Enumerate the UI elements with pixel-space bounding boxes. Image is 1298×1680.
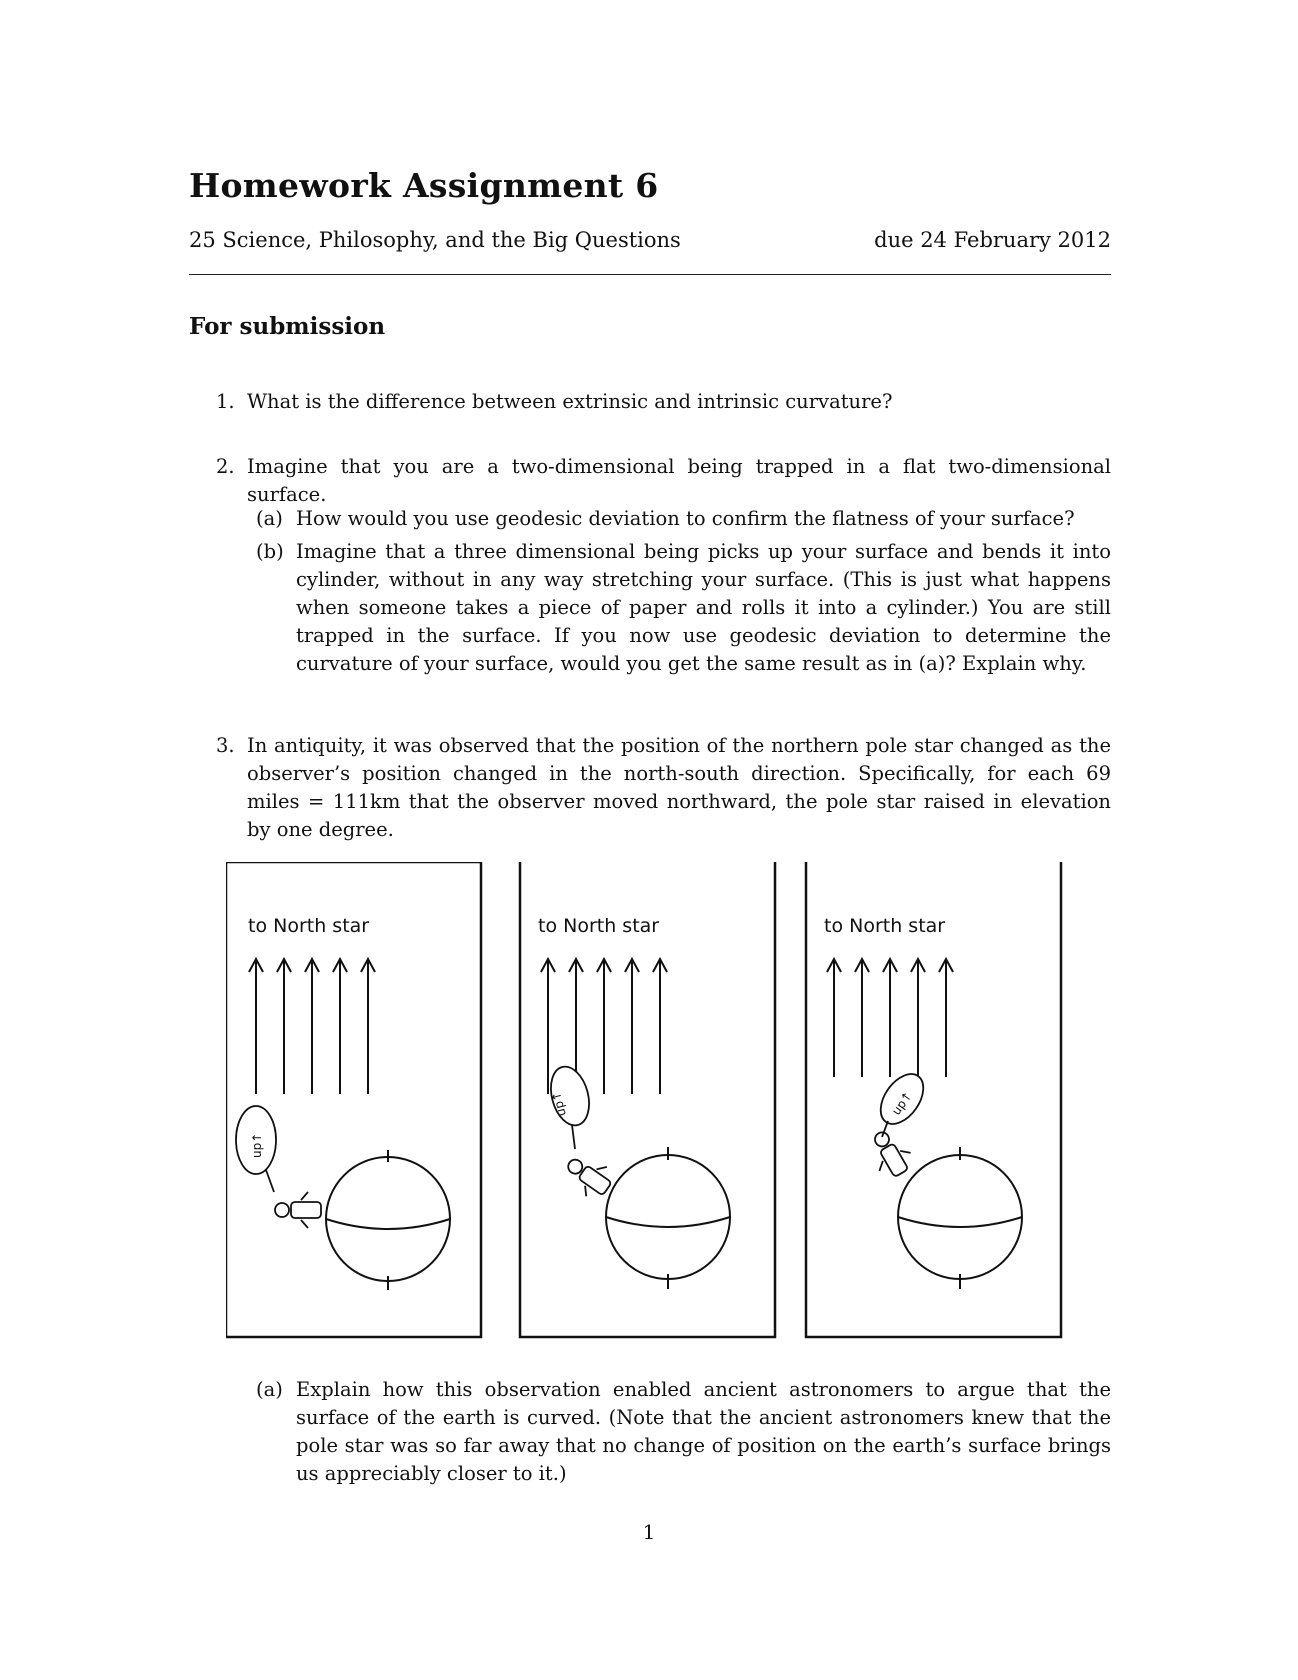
speech-bubble: [236, 1106, 276, 1192]
figure-panel-3: [806, 862, 1061, 1337]
question-2a-text: How would you use geodesic deviation to confirm the flatness of your surface?: [296, 507, 1075, 530]
observer-figure: [559, 1148, 617, 1204]
panel-2-caption: to North star: [538, 915, 660, 937]
question-1-number: 1.: [216, 390, 235, 413]
question-2a-label: (a): [256, 507, 283, 530]
question-2-number: 2.: [216, 455, 235, 478]
course-name: 25 Science, Philosophy, and the Big Questions: [189, 228, 681, 252]
question-2-text: Imagine that you are a two-dimensional being trapped in a flat two-dimensional surface.: [247, 455, 1111, 506]
due-date: due 24 February 2012: [874, 228, 1111, 252]
question-3-number: 3.: [216, 734, 235, 757]
observer-figure: [275, 1192, 321, 1228]
earth-globe: [326, 1150, 450, 1290]
earth-globe: [898, 1147, 1022, 1289]
speech-bubble: [872, 1066, 932, 1137]
north-star-arrows: [249, 959, 375, 1094]
speech-bubble-text: up↑: [888, 1088, 915, 1118]
question-2b-text: Imagine that a three dimensional being picks up your surface and bends it into cylinder, without in any way stretching your surface. (This is just what happens when someone takes a piece of paper and rolls it into a cylinder.) You are still trapped in the surface. If you now use geodesic deviation to determine the curvature of your surface, would you get the same result as in (a)? Explain why.: [296, 540, 1111, 675]
speech-bubble-text: up↑: [250, 1132, 264, 1158]
header-rule: [189, 274, 1111, 275]
question-3a-label: (a): [256, 1378, 283, 1401]
question-3a-text: Explain how this observation enabled ancient astronomers to argue that the surface of the earth is curved. (Note that the ancient astronomers knew that the pole star was so far away that no change of position on the earth’s surface brings us appreciably closer to it.): [296, 1378, 1111, 1485]
speech-bubble: [545, 1062, 595, 1149]
figure-panel-2: [520, 862, 775, 1337]
north-star-arrows: [827, 959, 953, 1077]
earth-globe: [606, 1147, 730, 1289]
section-heading: For submission: [189, 313, 386, 340]
question-3-text: In antiquity, it was observed that the position of the northern pole star changed as the observer’s position changed in the north-south direction. Specifically, for each 69 miles = 111km that the observer moved northward, the pole star raised in elevation by one degree.: [247, 734, 1111, 841]
assignment-title: Homework Assignment 6: [189, 166, 659, 205]
pole-star-figure: [226, 862, 1072, 1342]
observer-figure: [863, 1124, 917, 1182]
panel-1-caption: to North star: [248, 915, 370, 937]
figure-panel-1: [226, 862, 481, 1337]
speech-bubble-text: up↑: [548, 1089, 569, 1118]
page-number: 1: [642, 1520, 656, 1544]
question-2b-label: (b): [256, 540, 284, 563]
question-1-text: What is the difference between extrinsic and intrinsic curvature?: [247, 390, 893, 413]
panel-3-caption: to North star: [824, 915, 946, 937]
